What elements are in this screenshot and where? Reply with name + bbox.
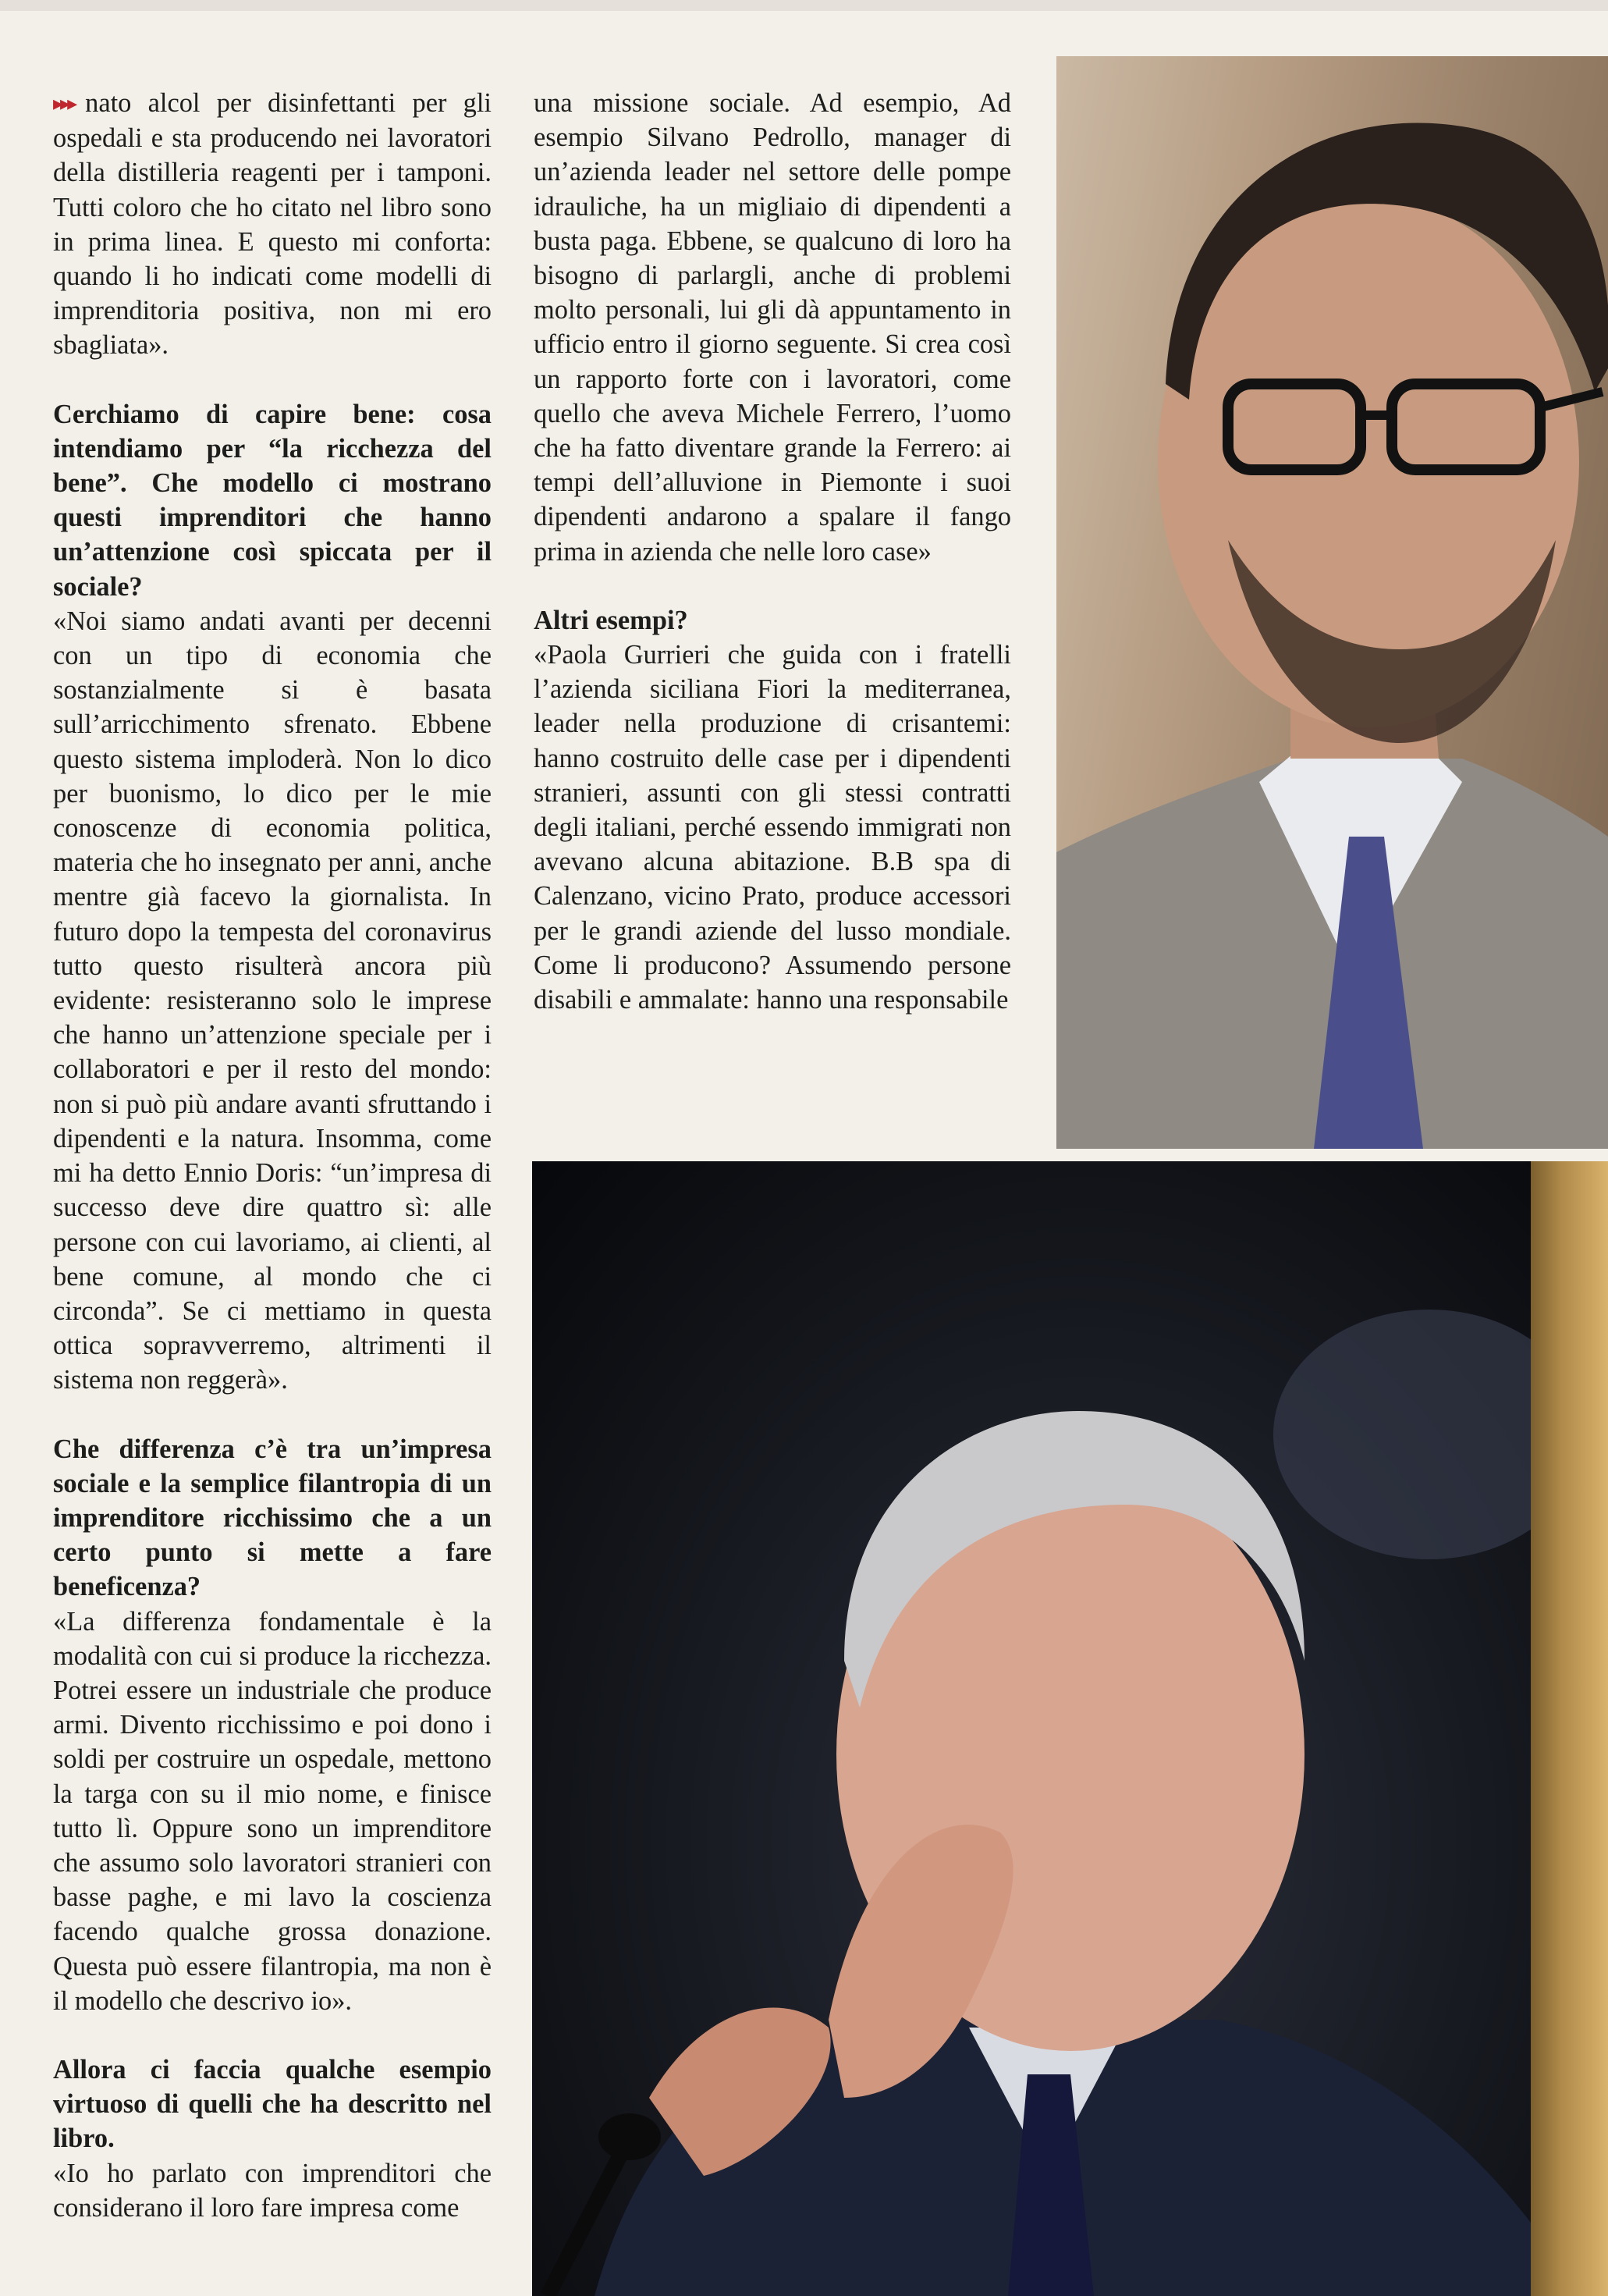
middle-paragraph-1: una missione sociale. Ad esempio, Ad esempio Silvano Pedrollo, manager di un’azienda leader nel settore delle pompe idrauliche, ha un migliaio di dipendenti a busta paga. Ebbene, se qualcuno di loro ha bisogno di parlargli, anche di problemi molto personali, lui gli dà appuntamento in ufficio entro il giorno seguente. Si crea così un rapporto forte con i lavoratori, come quello che aveva Michele Ferrero, l’uomo che ha fatto diventare grande la Ferrero: ai tempi dell’alluvione in Piemonte i suoi dipendenti andarono a spalare il fango prima in azienda che nelle loro case»: [534, 88, 1011, 567]
portrait-photo-young-man-glasses: [1056, 56, 1608, 1149]
question-2: Che differenza c’è tra un’impresa sociale e la semplice filantropia di un imprenditore ricchissimo che a un certo punto si mette a fare beneficenza?: [53, 1434, 492, 1602]
question-3: Allora ci faccia qualche esempio virtuoso di quelli che ha descritto nel libro.: [53, 2054, 492, 2154]
continuation-arrows-icon: ▸▸▸: [53, 92, 75, 115]
question-altri-esempi: Altri esempi?: [534, 605, 688, 635]
portrait-illustration-top: [1056, 56, 1608, 1149]
intro-paragraph: ▸▸▸ nato alcol per disinfettanti per gli ospedali e sta producendo nei lavoratori della distilleria reagenti per i tamponi. Tutti coloro che ho citato nel libro sono in prima linea. E questo mi conforta: quando li ho indicati come modelli di imprenditoria positiva, non mi ero sbagliata».: [53, 88, 492, 361]
answer-2: «La differenza fondamentale è la modalità con cui si produce la ricchezza. Potrei essere un industriale che produce armi. Divento ricchissimo e poi dono i soldi per costruire un ospedale, mettono la targa con su il mio nome, e finisce tutto lì. Oppure sono un imprenditore che assumo solo lavoratori stranieri con basse paghe, e mi lavo la coscienza facendo qualche grossa donazione. Questa può essere filantropia, ma non è il modello che descrivo io».: [53, 1606, 492, 2016]
answer-1: «Noi siamo andati avanti per decenni con un tipo di economia che sostanzialmente si è basata sull’arricchimento sfrenato. Ebbene questo sistema imploderà. Non lo dico per buonismo, lo dico per le mie conoscenze di economia politica, materia che ho insegnato per anni, anche mentre già facevo la giornalista. In futuro dopo la tempesta del coronavirus tutto questo risulterà ancora più evidente: resisteranno solo le imprese che hanno un’attenzione speciale per i collaboratori e per il resto del mondo: non si può più andare avanti sfruttando i dipendenti e la natura. Insomma, come mi ha detto Ennio Doris: “un’impresa di successo deve dire quattro sì: alle persone con cui lavoriamo, ai clienti, al bene comune, al mondo che ci circonda”. Se ci mettiamo in questa ottica sopravverremo, altrimenti il sistema non reggerà».: [53, 606, 492, 1395]
text-column-left: [53, 86, 492, 2225]
portrait-illustration-bottom: [532, 1161, 1531, 2296]
adjacent-photo-edge: [1531, 1161, 1608, 2296]
answer-3: «Io ho parlato con imprenditori che considerano il loro fare impresa come: [53, 2158, 492, 2223]
answer-altri-esempi: «Paola Gurrieri che guida con i fratelli l’azienda siciliana Fiori la mediterranea, leader nella produzione di crisantemi: hanno costruito delle case per i dipendenti stranieri, assunti con gli stessi contratti degli italiani, perché essendo immigrati non avevano alcuna abitazione. B.B spa di Calenzano, vicino Prato, produce accessori per le grandi aziende del lusso mondiale. Come li producono? Assumendo persone disabili e ammalate: hanno una responsabile: [534, 640, 1011, 1015]
portrait-photo-older-man: [532, 1161, 1531, 2296]
question-1: Cerchiamo di capire bene: cosa intendiamo per “la ricchezza del bene”. Che modello ci mostrano questi imprenditori che hanno un’attenzione così spiccata per il sociale?: [53, 399, 492, 602]
page-top-edge: [0, 0, 1608, 11]
text-column-middle: [534, 86, 1011, 1017]
